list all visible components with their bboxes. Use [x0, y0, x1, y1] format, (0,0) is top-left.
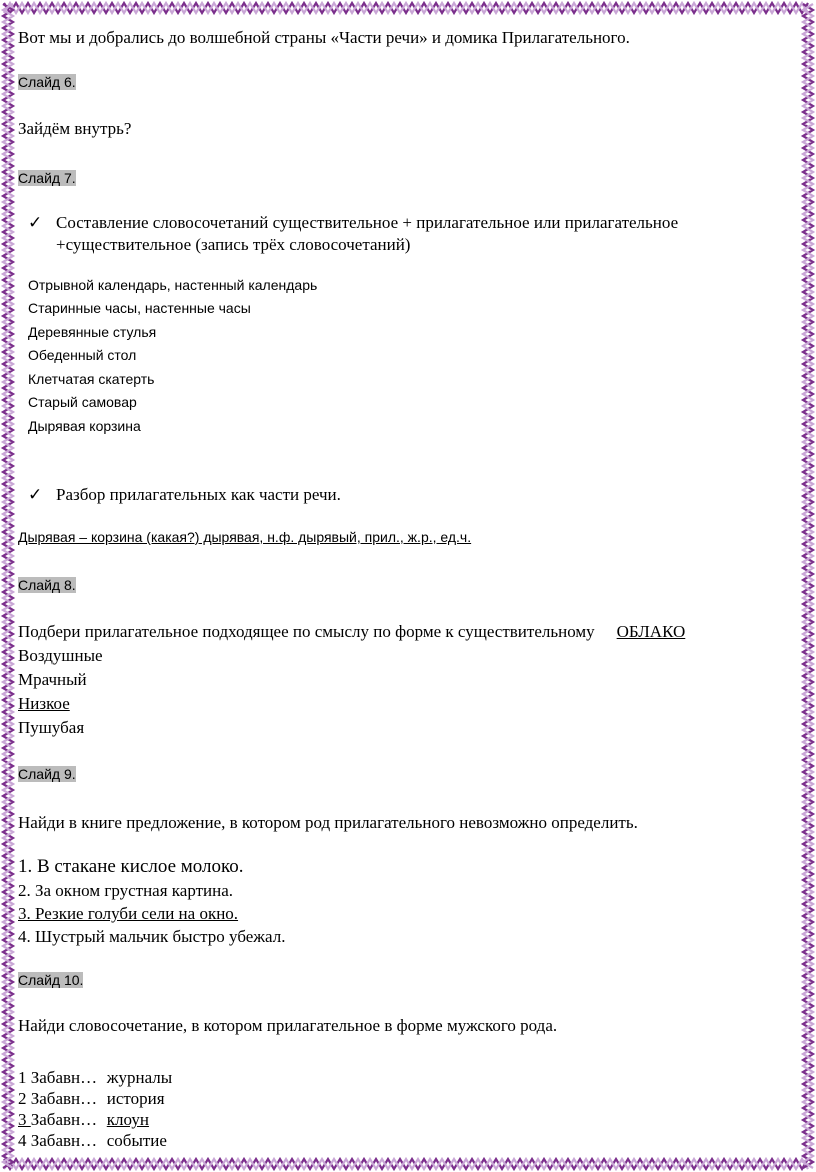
phrase-item: Старый самовар — [28, 394, 137, 410]
pick-task: Подбери прилагательное подходящее по смыслу по форме к существительному ОБЛАКО — [18, 622, 686, 641]
bullet-compose-cont: +существительное (запись трёх словосочетаний) — [56, 235, 411, 254]
adjective-option: Воздушные — [18, 646, 103, 665]
bullet-parse: ✓ Разбор прилагательных как части речи. — [28, 485, 341, 504]
target-word: ОБЛАКО — [616, 622, 686, 641]
pair-option: 2 Забавн… история — [18, 1089, 165, 1108]
parse-example: Дырявая – корзина (какая?) дырявая, н.ф. дырявый, прил., ж.р., ед.ч. — [18, 529, 472, 545]
bullet-compose: ✓ Составление словосочетаний существительное + прилагательное или прилагательное — [28, 213, 679, 232]
slide-7-label: Слайд 7. — [18, 170, 76, 186]
pair-option: 1 Забавн… журналы — [18, 1068, 173, 1087]
sentence-option: 1. В стакане кислое молоко. — [18, 856, 244, 877]
pair-option: 4 Забавн… событие — [18, 1131, 167, 1150]
checkmark-icon: ✓ — [28, 213, 43, 232]
checkmark-icon: ✓ — [28, 485, 43, 504]
slide-6-label: Слайд 6. — [18, 74, 76, 90]
phrase-item: Деревянные стулья — [28, 324, 157, 340]
phrase-item: Клетчатая скатерть — [28, 371, 155, 387]
phrase-item: Обеденный стол — [28, 347, 137, 363]
sentence-option-correct: 3. Резкие голуби сели на окно. — [18, 904, 239, 923]
adjective-option: Мрачный — [18, 670, 87, 689]
slide-10-label: Слайд 10. — [18, 972, 84, 988]
phrase-item: Старинные часы, настенные часы — [28, 300, 251, 316]
find-task: Найди в книге предложение, в котором род прилагательного невозможно определить. — [18, 813, 638, 832]
sentence-option: 2. За окном грустная картина. — [18, 881, 234, 900]
slide-8-label: Слайд 8. — [18, 577, 76, 593]
adjective-option-correct: Низкое — [18, 694, 70, 713]
slide-9-label: Слайд 9. — [18, 766, 76, 782]
question-text: Зайдём внутрь? — [18, 119, 132, 138]
adjective-option: Пушубая — [18, 718, 85, 737]
pair-option-correct: 3 Забавн… клоун — [18, 1110, 149, 1129]
find-phrase-task: Найди словосочетание, в котором прилагательное в форме мужского рода. — [18, 1016, 558, 1035]
phrase-item: Отрывной календарь, настенный календарь — [28, 277, 318, 293]
intro-text: Вот мы и добрались до волшебной страны «Части речи» и домика Прилагательного. — [18, 28, 630, 47]
phrase-item: Дырявая корзина — [28, 418, 141, 434]
border-zigzag — [3, 3, 813, 1169]
sentence-option: 4. Шустрый мальчик быстро убежал. — [18, 927, 286, 946]
